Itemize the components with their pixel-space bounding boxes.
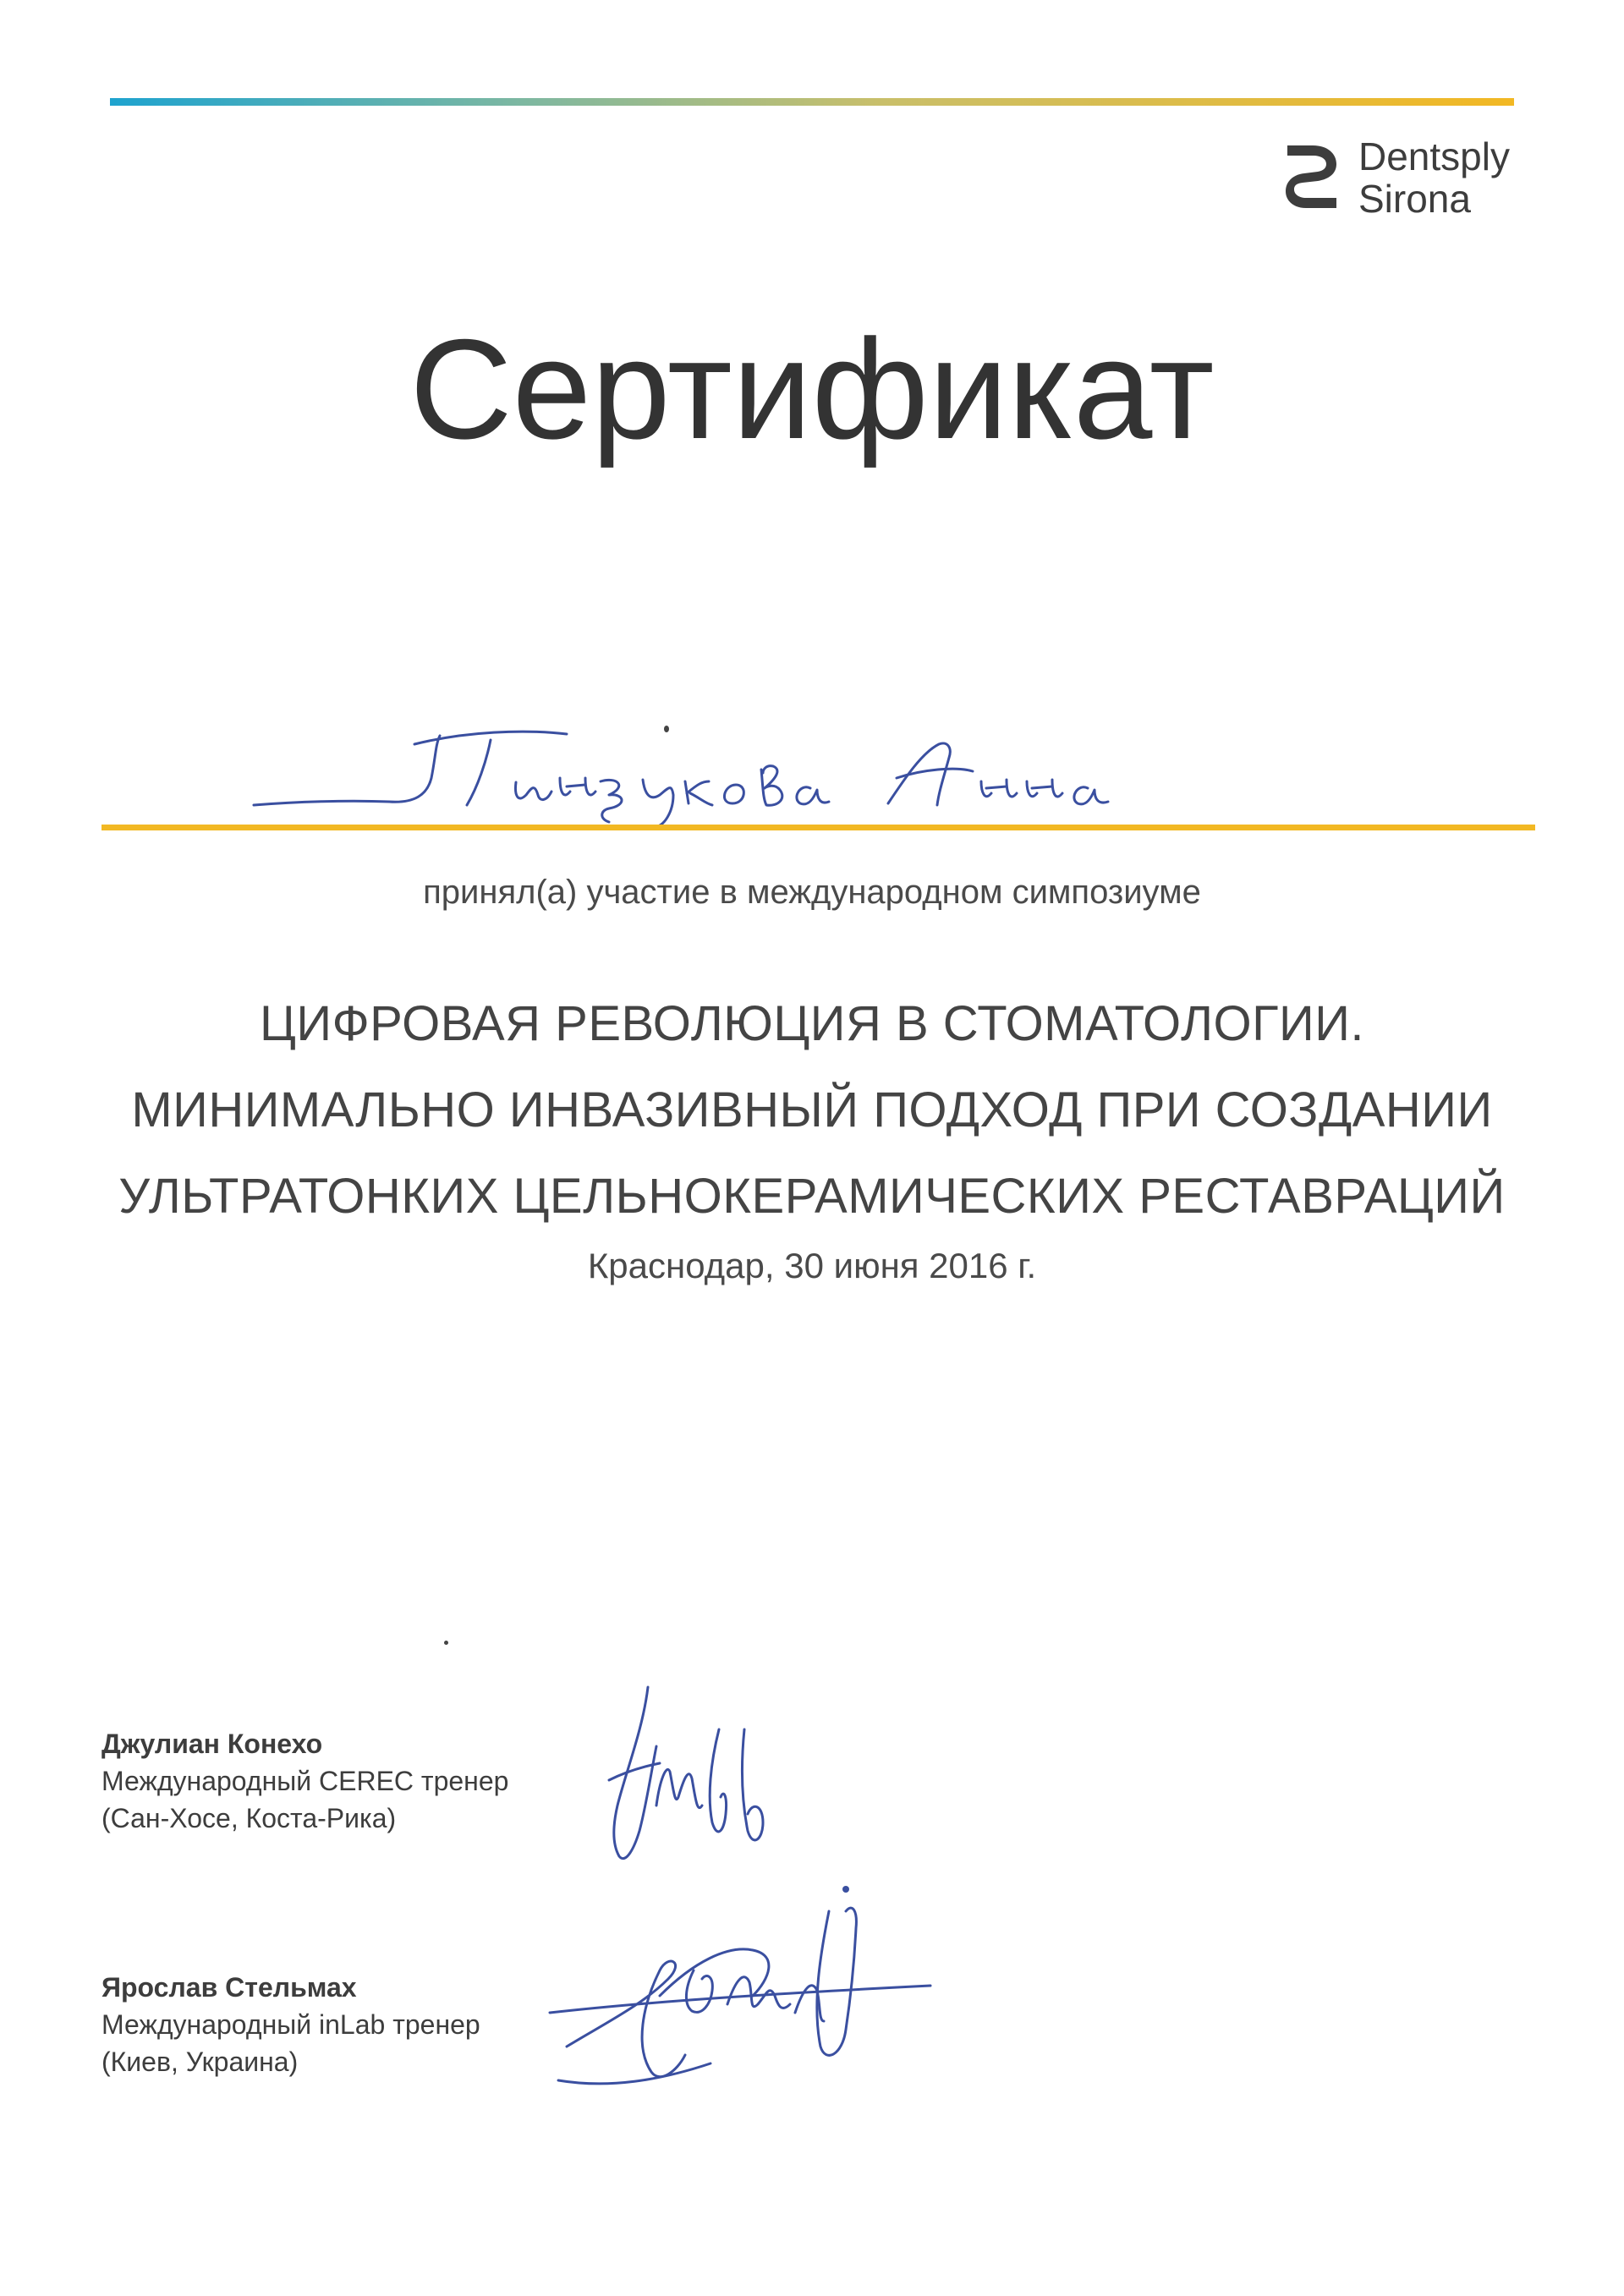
signer-block-2	[102, 1969, 480, 2080]
participation-text: принял(а) участие в международном симпозиуме	[423, 874, 1201, 911]
paper-speck	[664, 726, 669, 732]
name-underline	[102, 825, 1535, 830]
topic-line-1: ЦИФРОВАЯ РЕВОЛЮЦИЯ В СТОМАТОЛОГИИ.	[259, 996, 1365, 1051]
signer-role: Международный CEREC тренер	[102, 1766, 509, 1796]
signer-role: Международный inLab тренер	[102, 2009, 480, 2040]
signature-2	[541, 1877, 947, 2106]
logo-text-sirona: Sirona	[1358, 177, 1471, 221]
signature-1	[575, 1679, 812, 1899]
signer-location: (Киев, Украина)	[102, 2047, 299, 2077]
symposium-topic	[0, 981, 1624, 1240]
dentsply-sirona-logo-icon	[1284, 142, 1340, 210]
signer-block-1	[102, 1725, 508, 1837]
place-and-date: Краснодар, 30 июня 2016 г.	[587, 1246, 1037, 1285]
top-gradient-rule	[110, 98, 1514, 106]
signer-location: (Сан-Хосе, Коста-Рика)	[102, 1803, 397, 1833]
paper-speck	[444, 1641, 448, 1645]
certificate-title: Сертификат	[409, 310, 1215, 469]
recipient-name-area	[102, 710, 1535, 837]
brand-logo	[1284, 135, 1538, 220]
logo-text-dentsply: Dentsply	[1358, 134, 1510, 178]
signer-name: Джулиан Конехо	[102, 1729, 323, 1759]
topic-line-2: МИНИМАЛЬНО ИНВАЗИВНЫЙ ПОДХОД ПРИ СОЗДАНИИ	[131, 1082, 1493, 1137]
signer-name: Ярослав Стельмах	[102, 1972, 357, 2003]
topic-line-3: УЛЬТРАТОНКИХ ЦЕЛЬНОКЕРАМИЧЕСКИХ РЕСТАВРАЦИЙ	[118, 1169, 1506, 1224]
recipient-name-handwriting	[245, 710, 1218, 829]
